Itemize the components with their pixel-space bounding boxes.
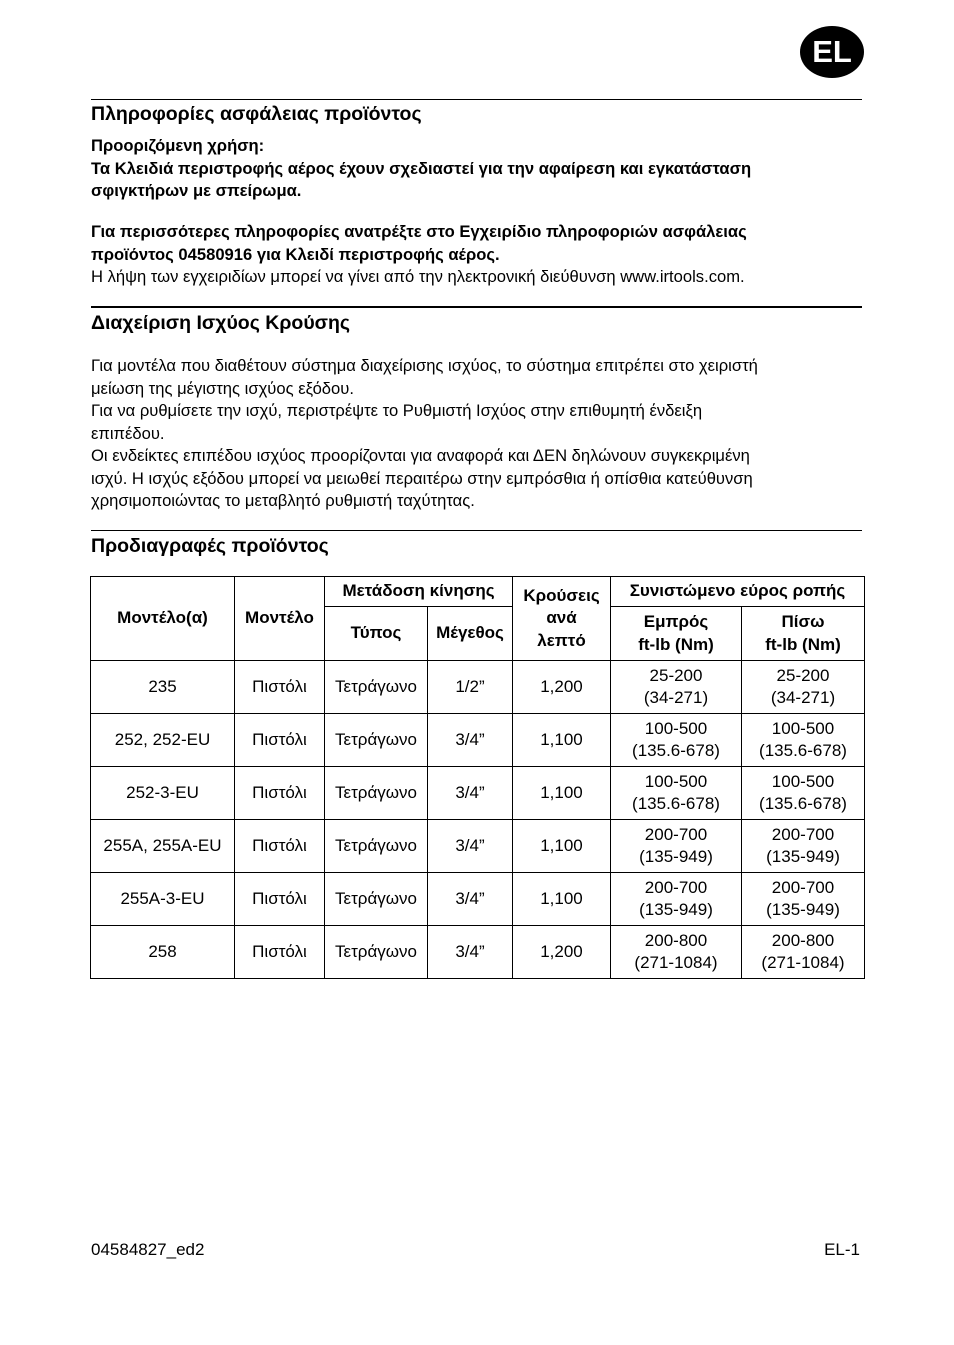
cell-models: 235 [91, 661, 235, 714]
cell-reverse-torque [742, 873, 865, 926]
specs-table-body [91, 661, 865, 979]
torque-value: 200-700 [644, 824, 708, 844]
cell-models: 252-3-EU [91, 767, 235, 820]
table-row [91, 820, 865, 873]
cell-drive-size: 3/4” [428, 820, 513, 873]
cell-forward-torque [611, 926, 742, 979]
torque-value: 200-700 [771, 877, 835, 897]
power-line: Για μοντέλα που διαθέτουν σύστημα διαχείρισης ισχύος, το σύστημα επιτρέπει στο χειριστή [91, 356, 758, 375]
cell-model: Πιστόλι [235, 873, 325, 926]
cell-bpm: 1,100 [513, 714, 611, 767]
cell-model: Πιστόλι [235, 926, 325, 979]
torque-value: 100-500 [771, 718, 835, 738]
torque-value: (135-949) [766, 900, 840, 919]
torque-value: 100-500 [644, 771, 708, 791]
power-title: Διαχείριση Ισχύος Κρούσης [91, 312, 351, 334]
power-line: Για να ρυθμίσετε την ισχύ, περιστρέψτε το Ρυθμιστή Ισχύος στην επιθυμητή ένδειξη [91, 401, 703, 420]
cell-reverse-torque [742, 661, 865, 714]
cell-forward-torque [611, 767, 742, 820]
power-line: ισχύ. Η ισχύς εξόδου μπορεί να μειωθεί περαιτέρω στην εμπρόσθια ή οπίσθια κατεύθυνση [91, 468, 753, 488]
power-line: χρησιμοποιώντας το μεταβλητό ρυθμιστή ταχύτητας. [91, 491, 475, 510]
cell-models: 255A, 255A-EU [91, 820, 235, 873]
section-divider [91, 530, 862, 531]
torque-value: (271-1084) [761, 953, 845, 972]
cell-bpm: 1,200 [513, 926, 611, 979]
torque-value: 200-800 [771, 930, 835, 950]
cell-reverse-torque [742, 926, 865, 979]
torque-value: (135.6-678) [759, 794, 847, 813]
header-torque: Συνιστώμενο εύρος ροπής [611, 577, 865, 607]
intended-use-line: Τα Κλειδιά περιστροφής αέρος έχουν σχεδιαστεί για την αφαίρεση και εγκατάσταση [91, 158, 752, 178]
torque-value: 200-700 [644, 877, 708, 897]
intended-use-label: Προοριζόμενη χρήση: [91, 136, 265, 155]
cell-drive-size: 1/2” [428, 661, 513, 714]
cell-drive-type: Τετράγωνο [325, 820, 428, 873]
cell-forward-torque [611, 873, 742, 926]
torque-value: (135.6-678) [632, 741, 720, 760]
header-drive-size: Μέγεθος [428, 607, 513, 661]
safety-title: Πληροφορίες ασφάλειας προϊόντος [91, 103, 422, 125]
cell-drive-type: Τετράγωνο [325, 873, 428, 926]
cell-bpm: 1,100 [513, 873, 611, 926]
section-divider [91, 306, 862, 308]
torque-value: 100-500 [771, 771, 835, 791]
intended-use-line: σφιγκτήρων με σπείρωμα. [91, 181, 302, 200]
cell-bpm: 1,100 [513, 767, 611, 820]
power-line: μείωση της μέγιστης ισχύος εξόδου. [91, 378, 354, 398]
cell-bpm: 1,200 [513, 661, 611, 714]
cell-reverse-torque [742, 714, 865, 767]
table-row [91, 661, 865, 714]
cell-models: 252, 252-EU [91, 714, 235, 767]
power-line: επιπέδου. [91, 423, 165, 443]
torque-value: (135-949) [639, 847, 713, 866]
cell-model: Πιστόλι [235, 661, 325, 714]
torque-value: 100-500 [644, 718, 708, 738]
language-badge: EL [800, 26, 864, 78]
torque-value: (135-949) [766, 847, 840, 866]
cell-forward-torque [611, 820, 742, 873]
cell-drive-type: Τετράγωνο [325, 926, 428, 979]
header-model: Μοντέλο [235, 577, 325, 661]
torque-value: 200-700 [771, 824, 835, 844]
cell-model: Πιστόλι [235, 714, 325, 767]
header-forward: Εμπρός ft-lb (Nm) [611, 607, 742, 661]
more-info-line: Για περισσότερες πληροφορίες ανατρέξτε στο Εγχειρίδιο πληροφοριών ασφάλειας [91, 222, 747, 241]
cell-reverse-torque [742, 820, 865, 873]
section-divider [91, 99, 862, 100]
more-info [91, 221, 871, 289]
cell-forward-torque [611, 661, 742, 714]
table-row [91, 873, 865, 926]
header-bpm: Κρούσεις ανά λεπτό [513, 577, 611, 661]
cell-bpm: 1,100 [513, 820, 611, 873]
cell-reverse-torque [742, 767, 865, 820]
more-info-line: προϊόντος 04580916 για Κλειδί περιστροφής αέρος. [91, 244, 500, 264]
torque-value: (34-271) [770, 688, 836, 707]
header-reverse: Πίσω ft-lb (Nm) [742, 607, 865, 661]
torque-value: (135.6-678) [632, 794, 720, 813]
torque-value: (271-1084) [634, 953, 718, 972]
specs-title: Προδιαγραφές προϊόντος [91, 535, 329, 557]
cell-model: Πιστόλι [235, 767, 325, 820]
cell-drive-size: 3/4” [428, 714, 513, 767]
torque-value: 25-200 [776, 665, 830, 685]
cell-models: 255A-3-EU [91, 873, 235, 926]
torque-value: 200-800 [644, 930, 708, 950]
specs-table [90, 576, 865, 979]
cell-drive-size: 3/4” [428, 767, 513, 820]
cell-drive-type: Τετράγωνο [325, 661, 428, 714]
header-drive-type: Τύπος [325, 607, 428, 661]
download-line: Η λήψη των εγχειριδίων μπορεί να γίνει από την ηλεκτρονική διεύθυνση www.irtools.com. [91, 267, 745, 286]
torque-value: (135-949) [639, 900, 713, 919]
intended-use [91, 135, 871, 203]
torque-value: 25-200 [649, 665, 703, 685]
cell-drive-type: Τετράγωνο [325, 714, 428, 767]
torque-value: (135.6-678) [759, 741, 847, 760]
table-row [91, 714, 865, 767]
table-row [91, 926, 865, 979]
power-line: Οι ενδείκτες επιπέδου ισχύος προορίζονται για αναφορά και ΔΕΝ δηλώνουν συγκεκριμένη [91, 446, 750, 465]
header-drive: Μετάδοση κίνησης [325, 577, 513, 607]
cell-drive-size: 3/4” [428, 926, 513, 979]
power-description [91, 355, 871, 513]
torque-value: (34-271) [643, 688, 709, 707]
cell-drive-size: 3/4” [428, 873, 513, 926]
doc-number: 04584827_ed2 [91, 1240, 205, 1259]
cell-model: Πιστόλι [235, 820, 325, 873]
cell-models: 258 [91, 926, 235, 979]
cell-forward-torque [611, 714, 742, 767]
table-row [91, 767, 865, 820]
cell-drive-type: Τετράγωνο [325, 767, 428, 820]
header-models: Μοντέλο(α) [91, 577, 235, 661]
page-number: EL-1 [824, 1240, 860, 1259]
